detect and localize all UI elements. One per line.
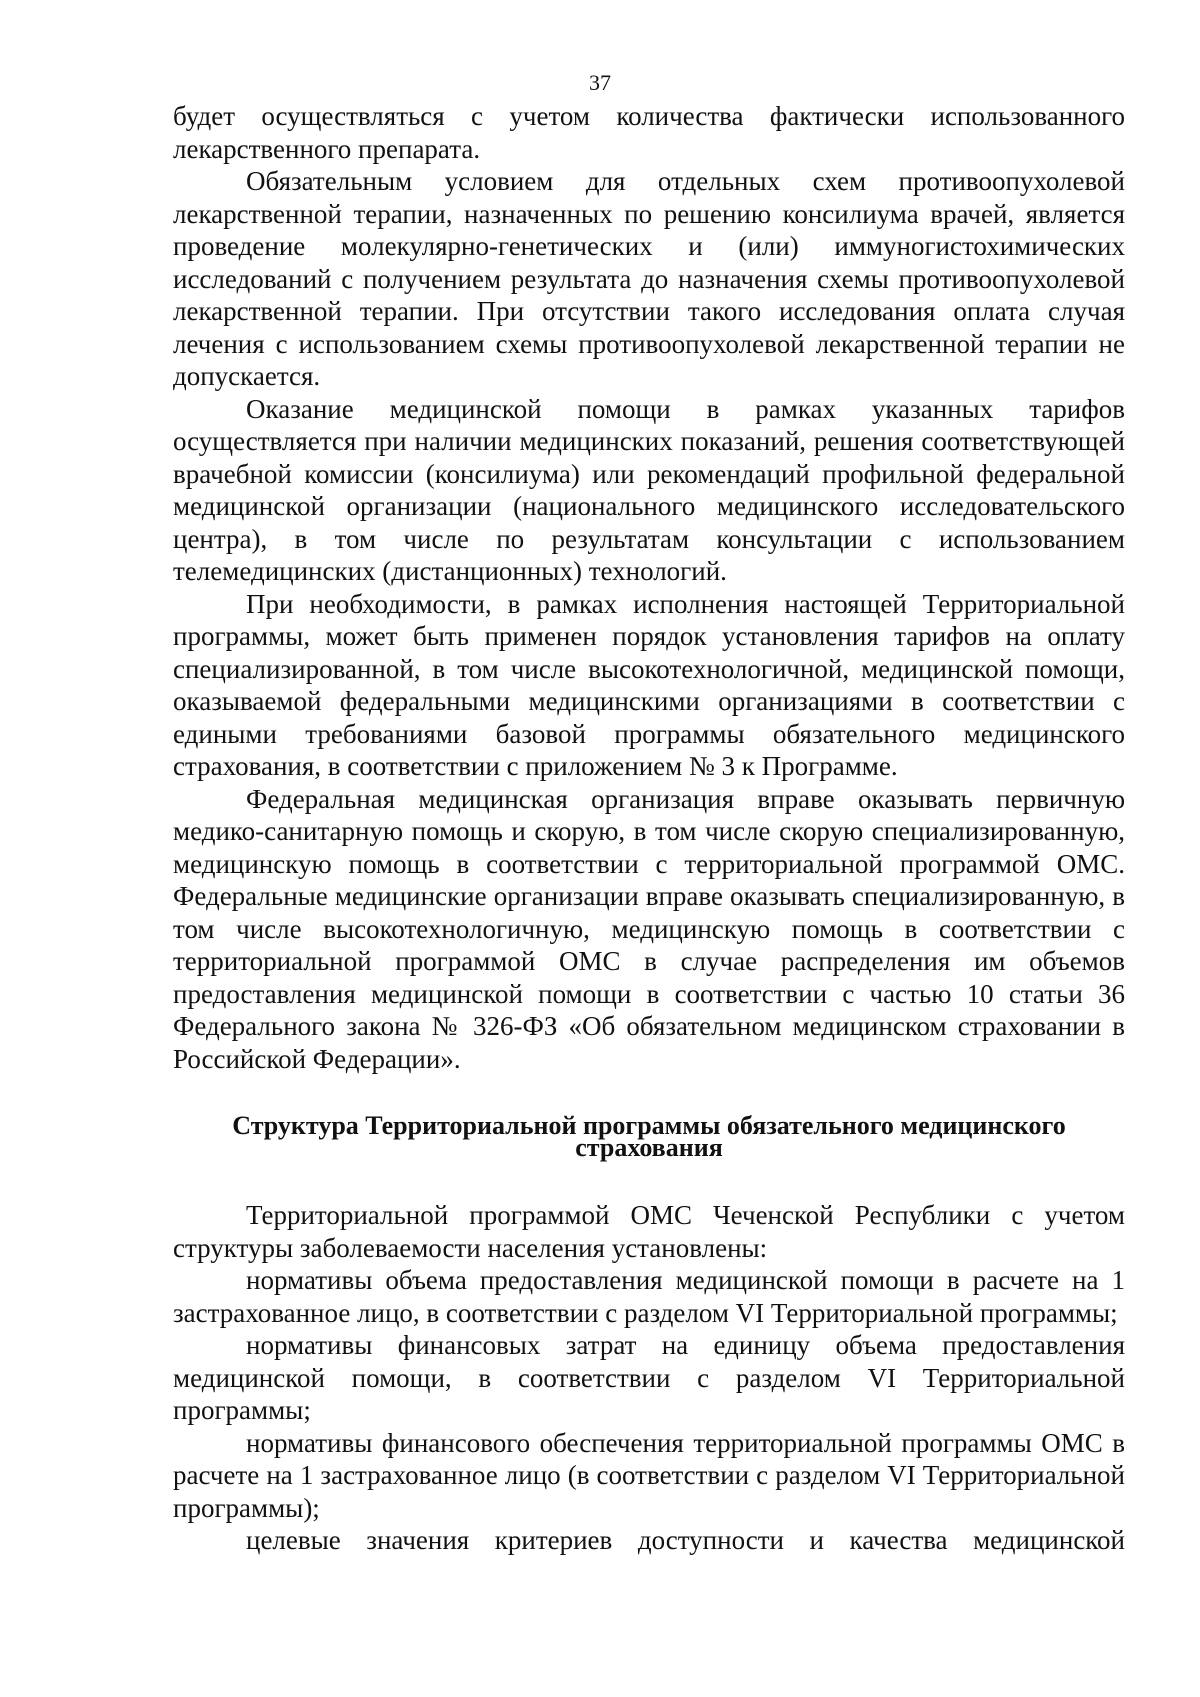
section-heading-line-1: Структура Территориальной программы обязательного медицинского	[232, 1111, 1066, 1140]
list-item-volume-norms: нормативы объема предоставления медицинской помощи в расчете на 1 застрахованное лицо, в соответствии с разделом VI Территориальной программы;	[173, 1265, 1125, 1328]
paragraph-continuation: будет осуществляться с учетом количества фактически использованного лекарственного препарата.	[173, 101, 1125, 164]
paragraph-tariff-procedure: При необходимости, в рамках исполнения настоящей Территориальной программы, может быть применен порядок установления тарифов на оплату специализированной, в том числе высокотехнологичной, медицинской помощи, оказываемой федеральными медицинскими организациями в соответствии с едиными требованиями базовой программы обязательного медицинского страхования, в соответствии с приложением № 3 к Программе.	[173, 588, 1125, 781]
paragraph-mandatory-condition: Обязательным условием для отдельных схем противоопухолевой лекарственной терапии, назначенных по решению консилиума врачей, является проведение молекулярно-генетических и (или) иммуногистохимических исследований с получением результата до назначения схемы противоопухолевой лекарственной терапии. При отсутствии такого исследования оплата случая лечения с использованием схемы противоопухолевой лекарственной терапии не допускается.	[173, 166, 1125, 391]
paragraph-federal-organization: Федеральная медицинская организация вправе оказывать первичную медико-санитарную помощь и скорую, в том числе скорую специализированную, медицинскую помощь в соответствии с территориальной программой ОМС. Федеральные медицинские организации вправе оказывать специализированную, в том числе высокотехнологичную, медицинскую помощь в соответствии с территориальной программой ОМС в случае распределения им объемов предоставления медицинской помощи в соответствии с частью 10 статьи 36 Федерального закона № 326-ФЗ «Об обязательном медицинском страховании в Российской Федерации».	[173, 783, 1125, 1074]
document-body	[173, 100, 1125, 1557]
section-heading-line-2: страхования	[575, 1133, 723, 1162]
list-item-cost-norms: нормативы финансовых затрат на единицу объема предоставления медицинской помощи, в соответствии с разделом VI Территориальной программы;	[173, 1330, 1125, 1425]
page-number: 37	[589, 70, 611, 95]
list-item-financing-norms: нормативы финансового обеспечения территориальной программы ОМС в расчете на 1 застрахованное лицо (в соответствии с разделом VI Территориальной программы);	[173, 1427, 1125, 1523]
section-heading	[173, 1111, 1125, 1162]
paragraph-program-established: Территориальной программой ОМС Чеченской Республики с учетом структуры заболеваемости населения установлены:	[173, 1200, 1125, 1263]
list-item-target-values: целевые значения критериев доступности и качества медицинской	[246, 1525, 1125, 1555]
paragraph-medical-care-tariffs: Оказание медицинской помощи в рамках указанных тарифов осуществляется при наличии медицинских показаний, решения соответствующей врачебной комиссии (консилиума) или рекомендаций профильной федеральной медицинской организации (национального медицинского исследовательского центра), в том числе по результатам консультации с использованием телемедицинских (дистанционных) технологий.	[173, 393, 1125, 586]
